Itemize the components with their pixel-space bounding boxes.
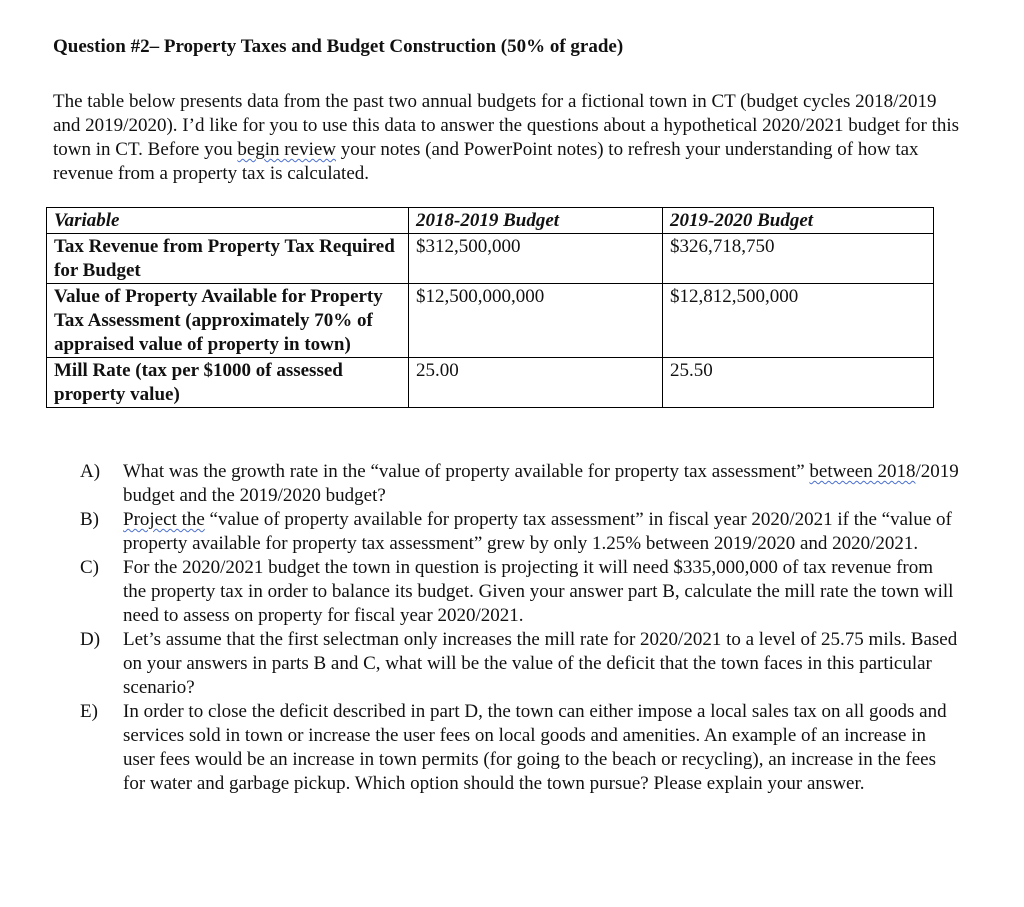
row-value-2018: 25.00 [409, 358, 663, 408]
intro-flagged-text: begin review [237, 139, 336, 160]
row-variable: Mill Rate (tax per $1000 of assessed property value) [47, 358, 409, 408]
row-variable: Value of Property Available for Property Tax Assessment (approximately 70% of appraised value of property in town) [47, 284, 409, 358]
question-item [80, 508, 960, 556]
row-variable: Tax Revenue from Property Tax Required for Budget [47, 234, 409, 284]
question-list [80, 460, 960, 796]
question-item [80, 460, 960, 508]
question-text: Let’s assume that the first selectman only increases the mill rate for 2020/2021 to a level of 25.75 mils. Based on your answers in parts B and C, what will be the value of the deficit that the town faces in this particular scenario? [123, 629, 958, 698]
table-row [47, 234, 934, 284]
question-text: What was the growth rate in the “value of property available for property tax assessment” [123, 461, 810, 482]
table-row [47, 284, 934, 358]
question-letter: B) [80, 509, 99, 530]
row-value-2019: $12,812,500,000 [663, 284, 934, 358]
question-letter: E) [80, 701, 98, 722]
row-value-2018: $312,500,000 [409, 234, 663, 284]
question-flagged-text: between 2018 [809, 461, 916, 482]
intro-paragraph [53, 90, 963, 186]
intro-text-after: your notes (and PowerPoint notes) to refresh your understanding of how tax revenue from a property tax is calculated. [53, 139, 919, 184]
question-text: For the 2020/2021 budget the town in question is projecting it will need $335,000,000 of tax revenue from the property tax in order to balance its budget. Given your answer part B, calculate the mill rate the town will need to assess on property for fiscal year 2020/2021. [123, 557, 954, 626]
row-value-2019: $326,718,750 [663, 234, 934, 284]
table-header-row [47, 208, 934, 234]
question-text-after: /2019 budget and the 2019/2020 budget? [123, 461, 959, 506]
header-variable: Variable [47, 208, 409, 234]
question-text-after: “value of property available for property tax assessment” in fiscal year 2020/2021 if the “value of property available for property tax assessment” grew by only 1.25% between 2019/2020 and 2020/2021. [123, 509, 952, 554]
table-row [47, 358, 934, 408]
question-heading: Question #2– Property Taxes and Budget Construction (50% of grade) [53, 36, 624, 57]
question-letter: A) [80, 461, 101, 482]
header-2018-2019: 2018-2019 Budget [409, 208, 663, 234]
question-item [80, 628, 960, 700]
question-letter: D) [80, 629, 101, 650]
row-value-2018: $12,500,000,000 [409, 284, 663, 358]
row-value-2019: 25.50 [663, 358, 934, 408]
header-2019-2020: 2019-2020 Budget [663, 208, 934, 234]
intro-text-before: The table below presents data from the past two annual budgets for a fictional town in CT (budget cycles 2018/2019 and 2019/2020). I’d like for you to use this data to answer the questions about a hypothetical 2020/2021 budget for this town in CT. Before you [53, 91, 960, 160]
question-item [80, 556, 960, 628]
budget-table [46, 207, 934, 408]
question-flagged-text: Project the [123, 509, 205, 530]
question-letter: C) [80, 557, 99, 578]
question-item [80, 700, 960, 796]
question-text: In order to close the deficit described in part D, the town can either impose a local sales tax on all goods and services sold in town or increase the user fees on local goods and amenities. An example of an increase in user fees would be an increase in town permits (for going to the beach or recycling), an increase in the fees for water and garbage pickup. Which option should the town pursue? Please explain your answer. [123, 701, 947, 794]
